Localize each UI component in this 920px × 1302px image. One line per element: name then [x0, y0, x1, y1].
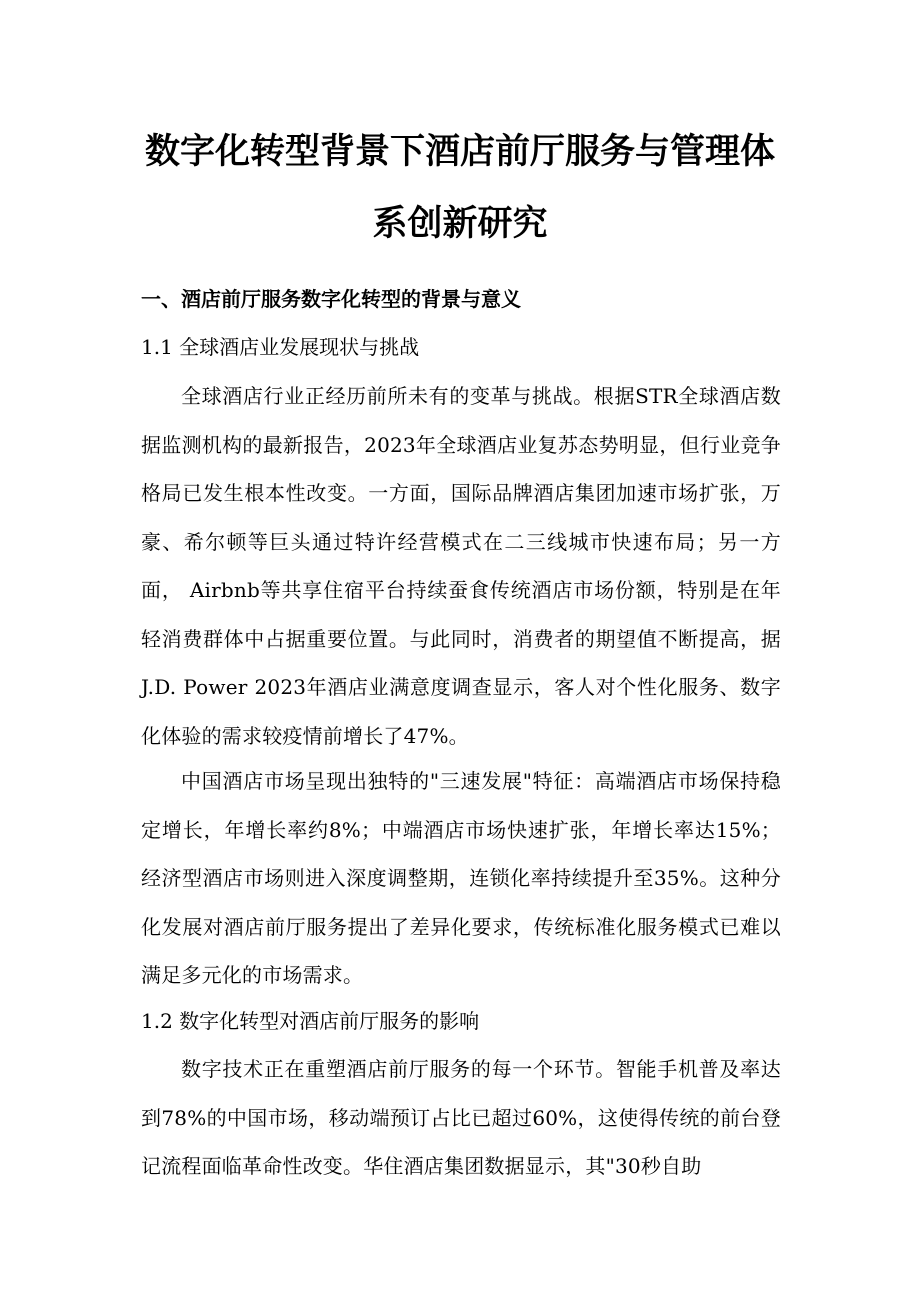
subsection-1-1-heading: 1.1 全球酒店业发展现状与挑战	[141, 335, 420, 359]
document-title-line-2: 系创新研究	[372, 204, 548, 244]
section-1-heading: 一、酒店前厅服务数字化转型的背景与意义	[141, 287, 521, 311]
subsection-1-2-heading: 1.2 数字化转型对酒店前厅服务的影响	[141, 1009, 480, 1033]
subsection-1-1-paragraph-1: 全球酒店行业正经历前所未有的变革与挑战。根据STR全球酒店数据监测机构的最新报告，2023年全球酒店业复苏态势明显，但行业竞争格局已发生根本性改变。一方面，国际品牌酒店集团加速市场扩张，万豪、希尔顿等巨头通过特许经营模式在二三线城市快速布局；另一方面， Airbnb等共享住宿平台持续蚕食传统酒店市场份额，特别是在年轻消费群体中占据重要位置。与此同时，消费者的期望值不断提高，据J.D. Power 2023年酒店业满意度调查显示，客人对个性化服务、数字化体验的需求较疫情前增长了47%。	[141, 384, 781, 748]
subsection-1-2-paragraph-1: 数字技术正在重塑酒店前厅服务的每一个环节。智能手机普及率达到78%的中国市场，移动端预订占比已超过60%，这使得传统的前台登记流程面临革命性改变。华住酒店集团数据显示，其"30秒自助	[141, 1057, 781, 1178]
document-title-line-1: 数字化转型背景下酒店前厅服务与管理体	[144, 132, 775, 172]
subsection-1-1-paragraph-2: 中国酒店市场呈现出独特的"三速发展"特征：高端酒店市场保持稳定增长，年增长率约8%；中端酒店市场快速扩张，年增长率达15%；经济型酒店市场则进入深度调整期，连锁化率持续提升至35%。这种分化发展对酒店前厅服务提出了差异化要求，传统标准化服务模式已难以满足多元化的市场需求。	[141, 769, 781, 987]
